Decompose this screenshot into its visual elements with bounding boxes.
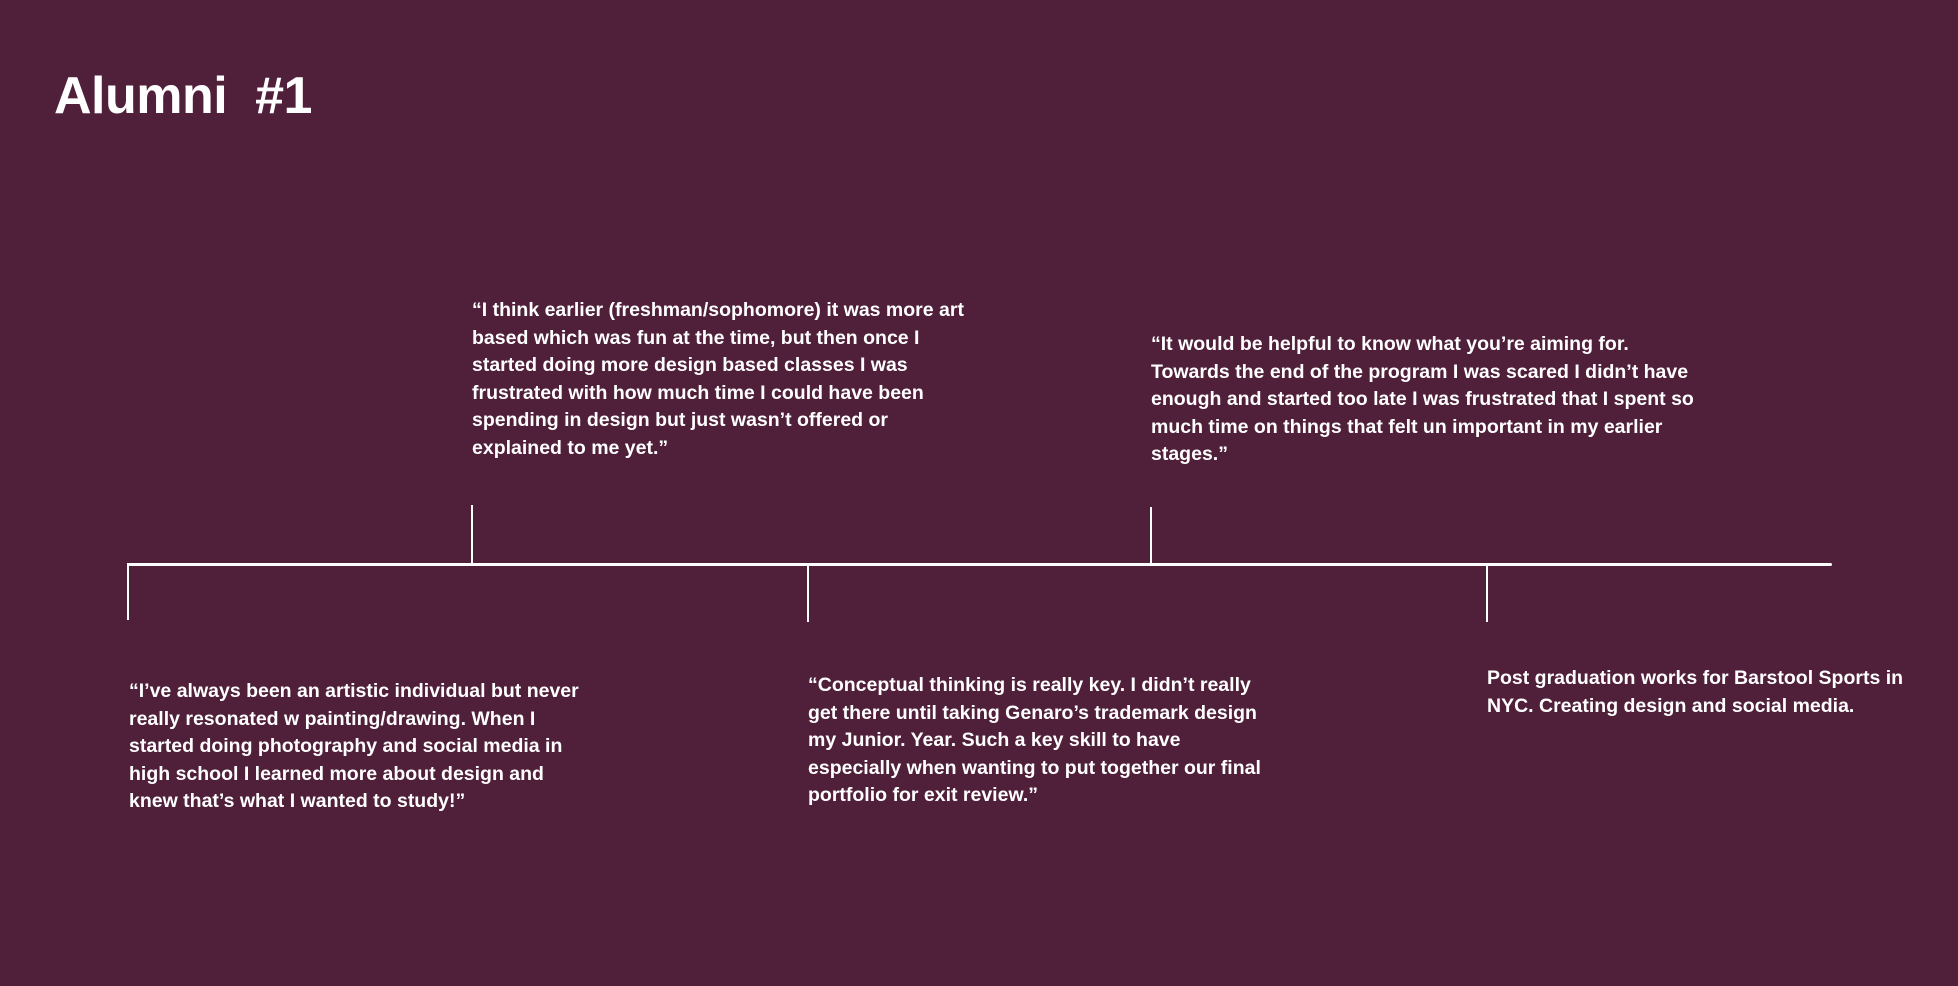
page-title: Alumni #1: [54, 67, 312, 125]
milestone-quote-5: Post graduation works for Barstool Sports in NYC. Creating design and social media.: [1487, 667, 1904, 717]
milestone-quote-3: “Conceptual thinking is really key. I didn’t really get there until taking Genaro’s trademark design my Junior. Year. Such a key skill to have especially when wanting to put together our final portfolio for exit review.”: [808, 674, 1261, 807]
milestone-quote-4: “It would be helpful to know what you’re aiming for. Towards the end of the program I was scared I didn’t have enough and started too late I was frustrated that I spent so much time on things that felt un important in my earlier stages.”: [1151, 333, 1694, 466]
milestone-quote-1: “I’ve always been an artistic individual but never really resonated w painting/drawing. When I started doing photography and social media in high school I learned more about design and knew that’s what I wanted to study!”: [129, 680, 579, 813]
timeline-tick-4: [1150, 507, 1152, 565]
milestone-quote-2: “I think earlier (freshman/sophomore) it was more art based which was fun at the time, but then once I started doing more design based classes I was frustrated with how much time I could have been spending in design but just wasn’t offered or explained to me yet.”: [472, 299, 964, 459]
timeline-tick-2: [471, 505, 473, 565]
timeline-tick-3: [807, 563, 809, 622]
timeline-axis-line: [127, 563, 1832, 566]
timeline-tick-5: [1486, 563, 1488, 622]
timeline-tick-1: [127, 563, 129, 620]
